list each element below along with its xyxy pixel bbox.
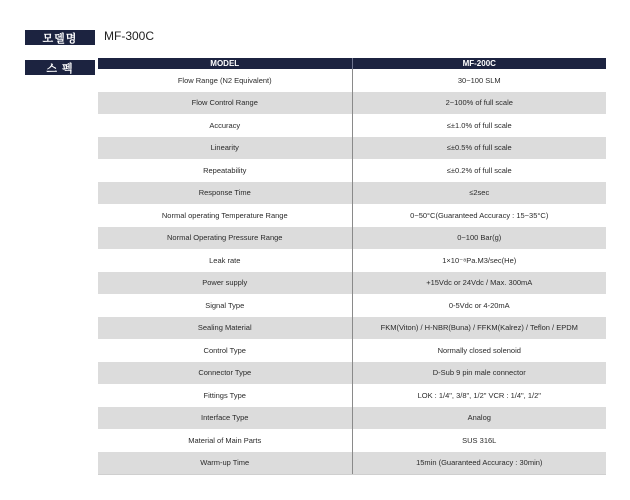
spec-value: 15min (Guaranteed Accuracy : 30min) bbox=[352, 452, 606, 475]
spec-value: 30~100 SLM bbox=[352, 69, 606, 92]
table-row bbox=[98, 339, 606, 362]
spec-label: 스 펙 bbox=[46, 62, 74, 75]
header-model: MODEL bbox=[98, 58, 352, 69]
table-row bbox=[98, 137, 606, 160]
spec-value: ≤2sec bbox=[352, 182, 606, 205]
spec-value: FKM(Viton) / H-NBR(Buna) / FFKM(Kalrez) / Teflon / EPDM bbox=[352, 317, 606, 340]
spec-property: Signal Type bbox=[98, 294, 352, 317]
table-row bbox=[98, 317, 606, 340]
spec-value: 2~100% of full scale bbox=[352, 92, 606, 115]
model-label: 모델명 bbox=[42, 32, 78, 45]
spec-property: Repeatability bbox=[98, 159, 352, 182]
header-model-number: MF-200C bbox=[352, 58, 606, 69]
spec-property: Normal Operating Pressure Range bbox=[98, 227, 352, 250]
table-row bbox=[98, 182, 606, 205]
spec-value: 1×10⁻⁸Pa.M3/sec(He) bbox=[352, 249, 606, 272]
spec-property: Fittings Type bbox=[98, 384, 352, 407]
spec-property: Normal operating Temperature Range bbox=[98, 204, 352, 227]
table-row bbox=[98, 204, 606, 227]
spec-value: 0-5Vdc or 4-20mA bbox=[352, 294, 606, 317]
spec-table-body bbox=[98, 69, 606, 475]
table-row bbox=[98, 384, 606, 407]
spec-property: Linearity bbox=[98, 137, 352, 160]
table-row bbox=[98, 294, 606, 317]
table-row bbox=[98, 249, 606, 272]
table-row bbox=[98, 407, 606, 430]
table-row bbox=[98, 69, 606, 92]
model-value: MF-300C bbox=[104, 29, 155, 43]
spec-value: ≤±1.0% of full scale bbox=[352, 114, 606, 137]
table-row bbox=[98, 429, 606, 452]
table-row bbox=[98, 452, 606, 475]
spec-value: 0~100 Bar(g) bbox=[352, 227, 606, 250]
table-row bbox=[98, 159, 606, 182]
table-row bbox=[98, 272, 606, 295]
spec-property: Material of Main Parts bbox=[98, 429, 352, 452]
spec-property: Flow Control Range bbox=[98, 92, 352, 115]
spec-value: Normally closed solenoid bbox=[352, 339, 606, 362]
table-row bbox=[98, 227, 606, 250]
spec-property: Flow Range (N2 Equivalent) bbox=[98, 69, 352, 92]
spec-value: ≤±0.2% of full scale bbox=[352, 159, 606, 182]
spec-value: +15Vdc or 24Vdc / Max. 300mA bbox=[352, 272, 606, 295]
spec-property: Warm-up Time bbox=[98, 452, 352, 475]
spec-property: Sealing Material bbox=[98, 317, 352, 340]
spec-property: Control Type bbox=[98, 339, 352, 362]
spec-value: Analog bbox=[352, 407, 606, 430]
spec-property: Accuracy bbox=[98, 114, 352, 137]
spec-label-badge bbox=[25, 60, 95, 75]
spec-table-header-row bbox=[98, 58, 606, 69]
spec-property: Interface Type bbox=[98, 407, 352, 430]
spec-property: Power supply bbox=[98, 272, 352, 295]
spec-value: SUS 316L bbox=[352, 429, 606, 452]
table-row bbox=[98, 114, 606, 137]
spec-value: D-Sub 9 pin male connector bbox=[352, 362, 606, 385]
spec-value: LOK : 1/4", 3/8", 1/2" VCR : 1/4", 1/2" bbox=[352, 384, 606, 407]
spec-property: Connector Type bbox=[98, 362, 352, 385]
table-row bbox=[98, 92, 606, 115]
model-label-badge bbox=[25, 30, 95, 45]
spec-value: ≤±0.5% of full scale bbox=[352, 137, 606, 160]
spec-property: Response Time bbox=[98, 182, 352, 205]
spec-property: Leak rate bbox=[98, 249, 352, 272]
spec-table bbox=[98, 58, 606, 475]
table-row bbox=[98, 362, 606, 385]
spec-value: 0~50°C(Guaranteed Accuracy : 15~35°C) bbox=[352, 204, 606, 227]
